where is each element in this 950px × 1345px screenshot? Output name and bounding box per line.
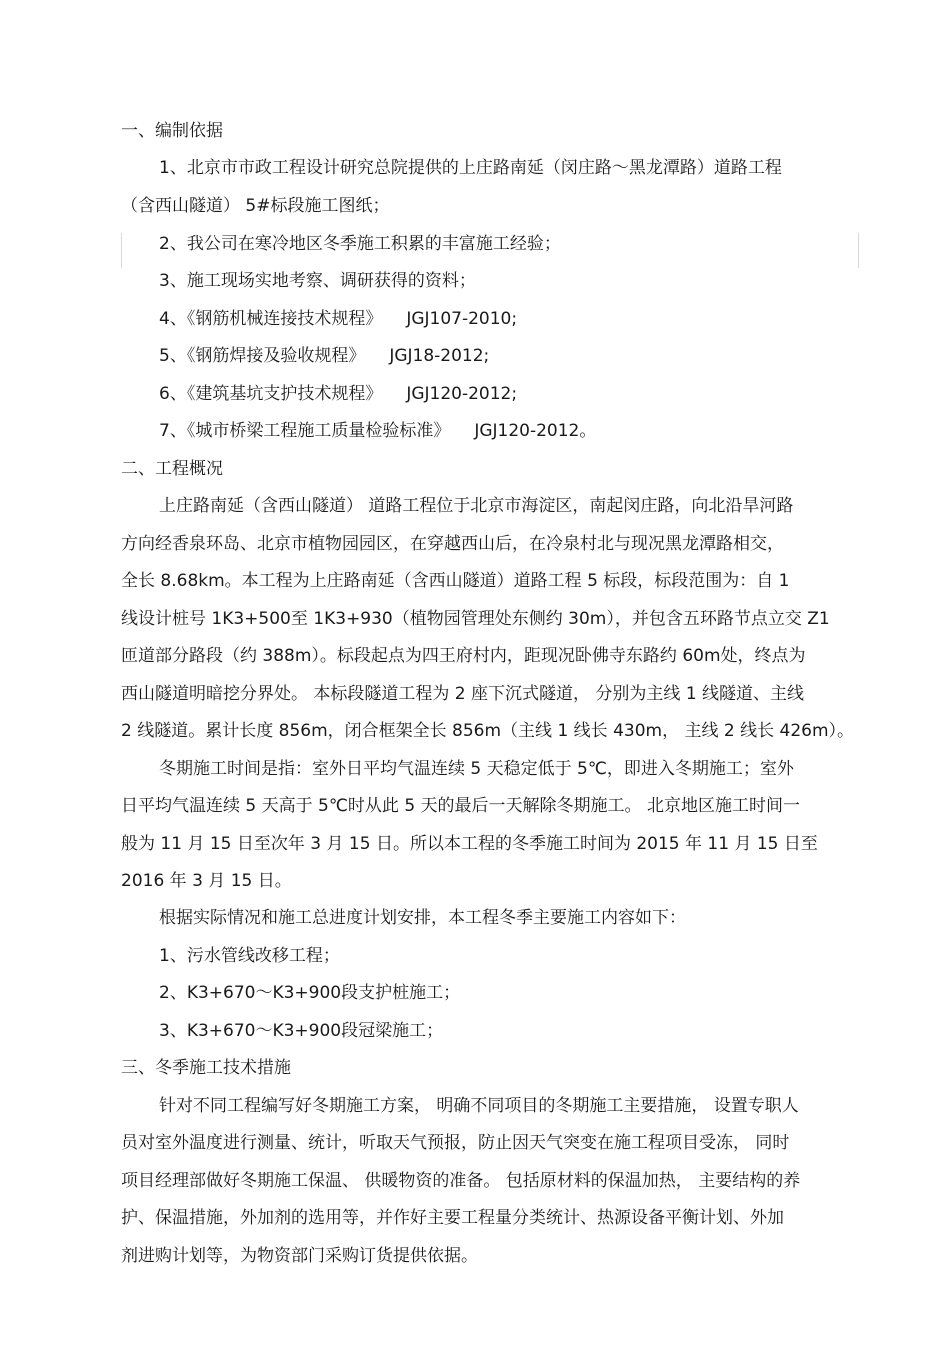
paragraph-line: 西山隧道明暗挖分界处。 本标段隧道工程为 2 座下沉式隧道， 分别为主线 1 线隧道、主线 <box>121 684 805 704</box>
list-item: 2、我公司在寒冷地区冬季施工积累的丰富施工经验； <box>159 234 561 254</box>
list-item: 2、K3+670～K3+900段支护桩施工； <box>159 983 461 1003</box>
paragraph-line: 日平均气温连续 5 天高于 5℃时从此 5 天的最后一天解除冬期施工。 北京地区施工时间一 <box>121 796 800 816</box>
standard-code: JGJ120-2012; <box>406 384 518 404</box>
paragraph-line: 针对不同工程编写好冬期施工方案， 明确不同项目的冬期施工主要措施， 设置专职人 <box>159 1096 799 1116</box>
standard-title: 6、《建筑基坑支护技术规程》 <box>159 384 383 404</box>
standard-code: JGJ18-2012; <box>389 346 490 366</box>
list-item <box>159 383 517 405</box>
paragraph-line: 上庄路南延（含西山隧道） 道路工程位于北京市海淀区，南起闵庄路，向北沿旱河路 <box>159 496 794 516</box>
standard-title: 7、《城市桥梁工程施工质量检验标准》 <box>159 421 451 441</box>
standard-code: JGJ107-2010; <box>406 309 518 329</box>
paragraph-line: 方向经香泉环岛、北京市植物园园区，在穿越西山后，在冷泉村北与现况黑龙潭路相交， <box>121 534 784 554</box>
list-item: 1、污水管线改移工程； <box>159 946 340 966</box>
section-heading: 三、冬季施工技术措施 <box>121 1058 291 1078</box>
paragraph-line: 剂进购计划等，为物资部门采购订货提供依据。 <box>121 1246 478 1266</box>
section-heading: 二、工程概况 <box>121 459 223 479</box>
paragraph-line: 全长 8.68km。本工程为上庄路南延（含西山隧道）道路工程 5 标段，标段范围为：自 1 <box>121 571 790 591</box>
standard-title: 4、《钢筋机械连接技术规程》 <box>159 309 383 329</box>
paragraph-line: 匝道部分路段（约 388m）。标段起点为四王府村内，距现况卧佛寺东路约 60m处，终点为 <box>121 646 806 666</box>
standard-title: 5、《钢筋焊接及验收规程》 <box>159 346 366 366</box>
paragraph-line: 2016 年 3 月 15 日。 <box>121 871 292 891</box>
paragraph-line: 2 线隧道。累计长度 856m，闭合框架全长 856m（主线 1 线长 430m， 主线 2 线长 426m）。 <box>121 721 855 741</box>
list-item: 3、K3+670～K3+900段冠梁施工； <box>159 1021 444 1041</box>
paragraph-line: 线设计桩号 1K3+500至 1K3+930（植物园管理处东侧约 30m），并包含五环路节点立交 Z1 <box>121 609 830 629</box>
standard-code: JGJ120-2012。 <box>474 421 597 441</box>
paragraph-line: 般为 11 月 15 日至次年 3 月 15 日。所以本工程的冬季施工时间为 2015 年 11 月 15 日至 <box>121 834 818 854</box>
list-item: 1、北京市市政工程设计研究总院提供的上庄路南延（闵庄路～黑龙潭路）道路工程 <box>159 158 782 178</box>
list-item: 3、施工现场实地考察、调研获得的资料； <box>159 271 476 291</box>
list-item <box>159 420 596 442</box>
paragraph-line: 护、保温措施，外加剂的选用等，并作好主要工程量分类统计、热源设备平衡计划、外加 <box>121 1208 784 1228</box>
paragraph-line: 冬期施工时间是指：室外日平均气温连续 5 天稳定低于 5℃，即进入冬期施工；室外 <box>159 759 794 779</box>
list-item <box>159 345 489 367</box>
section-heading: 一、编制依据 <box>121 121 223 141</box>
list-item <box>159 308 517 330</box>
paragraph-line: 项目经理部做好冬期施工保温、 供暖物资的准备。 包括原材料的保温加热， 主要结构的养 <box>121 1171 801 1191</box>
paragraph-line: 员对室外温度进行测量、统计，听取天气预报，防止因天气突变在施工程项目受冻， 同时 <box>121 1133 790 1153</box>
paragraph-line: 根据实际情况和施工总进度计划安排，本工程冬季主要施工内容如下： <box>159 908 686 928</box>
list-item-continuation: （含西山隧道） 5#标段施工图纸； <box>121 196 390 216</box>
